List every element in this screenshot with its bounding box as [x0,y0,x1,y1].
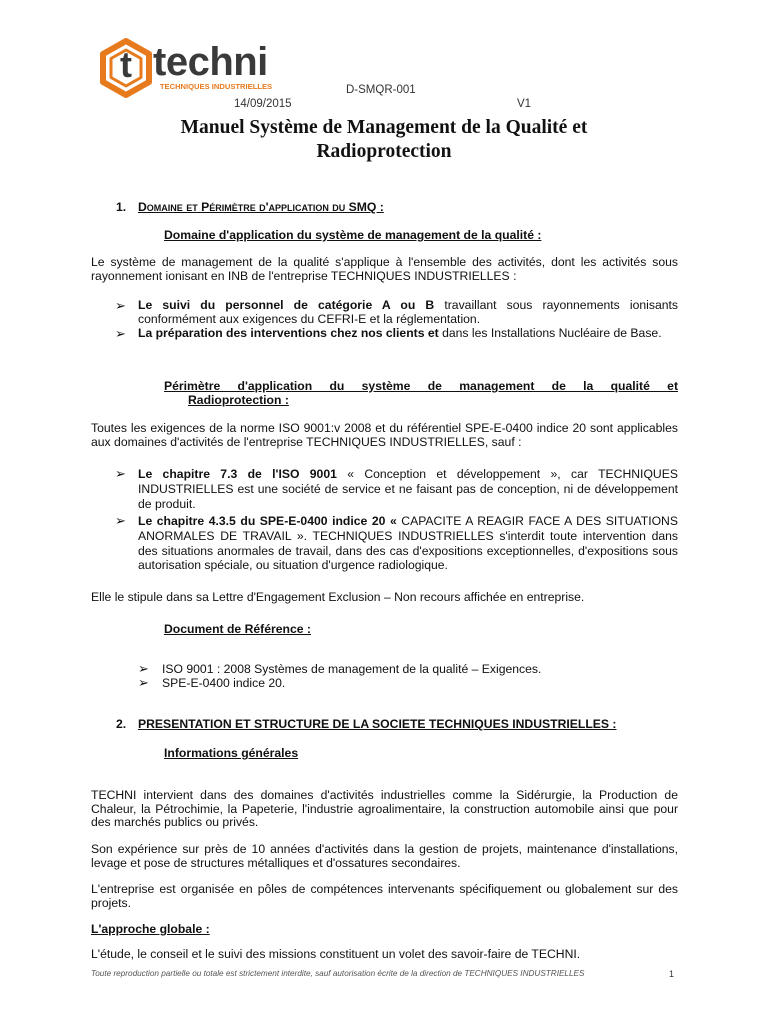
perimeter-line-1: Périmètre d'application du système de management de la qualité et [164,379,678,393]
document-date: 14/09/2015 [234,98,292,110]
bullet-spe-chapter: Le chapitre 4.3.5 du SPE-E-0400 indice 20 « CAPACITE A REAGIR FACE A DES SITUATIONS ANORMALES DE TRAVAIL ». TECHNIQUES INDUSTRIELLES s'interdit toute intervention dans des situations anormales de travail, dans des cas d'expositions exceptionnelles, d'expositions sous autorisation spéciale, ou situation d'urgence radiologique. [138,514,678,573]
logo-subtitle: TECHNIQUES INDUSTRIELLES [159,82,273,91]
bullet-iso-chapter: Le chapitre 7.3 de l'ISO 9001 « Conception et développement », car TECHNIQUES INDUSTRIELLES est une société de service et ne faisant pas de conception, ni de développement de produit. [138,467,678,511]
company-logo [96,38,286,98]
section-2-paragraph-2: Son expérience sur près de 10 années d'activités dans la gestion de projets, maintenance d'installations, levage et pose de structures métalliques et d'ossatures secondaires. [91,842,678,870]
section-1-paragraph-1: Le système de management de la qualité s'applique à l'ensemble des activités, dont les activités sous rayonnement ionisant en INB de l'entreprise TECHNIQUES INDUSTRIELLES : [91,255,678,283]
section-1-paragraph-2: Toutes les exigences de la norme ISO 9001:v 2008 et du référentiel SPE-E-0400 indice 20 sont applicables aux domaines d'activités de l'entreprise TECHNIQUES INDUSTRIELLES, sauf : [91,421,678,449]
section-2-paragraph-4: L'étude, le conseil et le suivi des missions constituent un volet des savoir-faire de TECHNI. [91,947,581,961]
page-number: 1 [669,969,675,979]
title-line-2: Radioprotection [316,141,452,162]
section-1-sub-perimeter [164,380,678,407]
section-2-sub-info: Informations générales [164,746,299,760]
bullet-arrow-icon: ➢ [115,326,126,341]
section-1-sub-reference: Document de Référence : [164,622,311,636]
section-1-sub-domain: Domaine d'application du système de management de la qualité : [164,228,542,242]
reference-spe: SPE-E-0400 indice 20. [162,676,286,690]
reference-iso: ISO 9001 : 2008 Systèmes de management de la qualité – Exigences. [162,662,542,676]
bullet-arrow-icon: ➢ [138,661,149,676]
bullet-arrow-icon: ➢ [115,298,126,313]
section-2-number: 2. [116,717,127,731]
section-2-sub-approach: L'approche globale : [91,922,210,936]
document-version: V1 [517,98,532,110]
section-2-heading: PRESENTATION ET STRUCTURE DE LA SOCIETE TECHNIQUES INDUSTRIELLES : [138,717,617,731]
document-reference: D-SMQR-001 [346,84,416,96]
perimeter-line-2: Radioprotection : [188,392,289,407]
footer-note: Toute reproduction partielle ou totale est strictement interdite, sauf autorisation écrite de la direction de TECHNIQUES INDUSTRIELLES [91,969,585,978]
title-line-1: Manuel Système de Management de la Qualité et [180,117,588,138]
logo-letter: t [120,44,132,85]
bullet-personnel: Le suivi du personnel de catégorie A ou B travaillant sous rayonnements ionisants conformément aux exigences du CEFRI-E et la réglementation. [138,298,678,326]
bullet-arrow-icon: ➢ [138,675,149,690]
logo-word: techni [153,40,268,84]
section-1-heading: Domaine et Périmètre d'application du SMQ : [138,200,384,214]
bullet-arrow-icon: ➢ [115,466,126,481]
section-1-number: 1. [116,200,127,214]
section-2-paragraph-1: TECHNI intervient dans des domaines d'activités industrielles comme la Sidérurgie, la Production de Chaleur, la Pétrochimie, la Papeterie, l'industrie agroalimentaire, la construction automobile ainsi que pour des marchés publics ou privés. [91,788,678,830]
section-2-paragraph-3: L'entreprise est organisée en pôles de compétences intervenants spécifiquement ou globalement sur des projets. [91,882,678,910]
page-title [90,116,678,164]
bullet-preparation: La préparation des interventions chez nos clients et dans les Installations Nucléaire de Base. [138,326,662,340]
bullet-arrow-icon: ➢ [115,513,126,528]
section-1-paragraph-3: Elle le stipule dans sa Lettre d'Engagement Exclusion – Non recours affichée en entreprise. [91,590,585,604]
